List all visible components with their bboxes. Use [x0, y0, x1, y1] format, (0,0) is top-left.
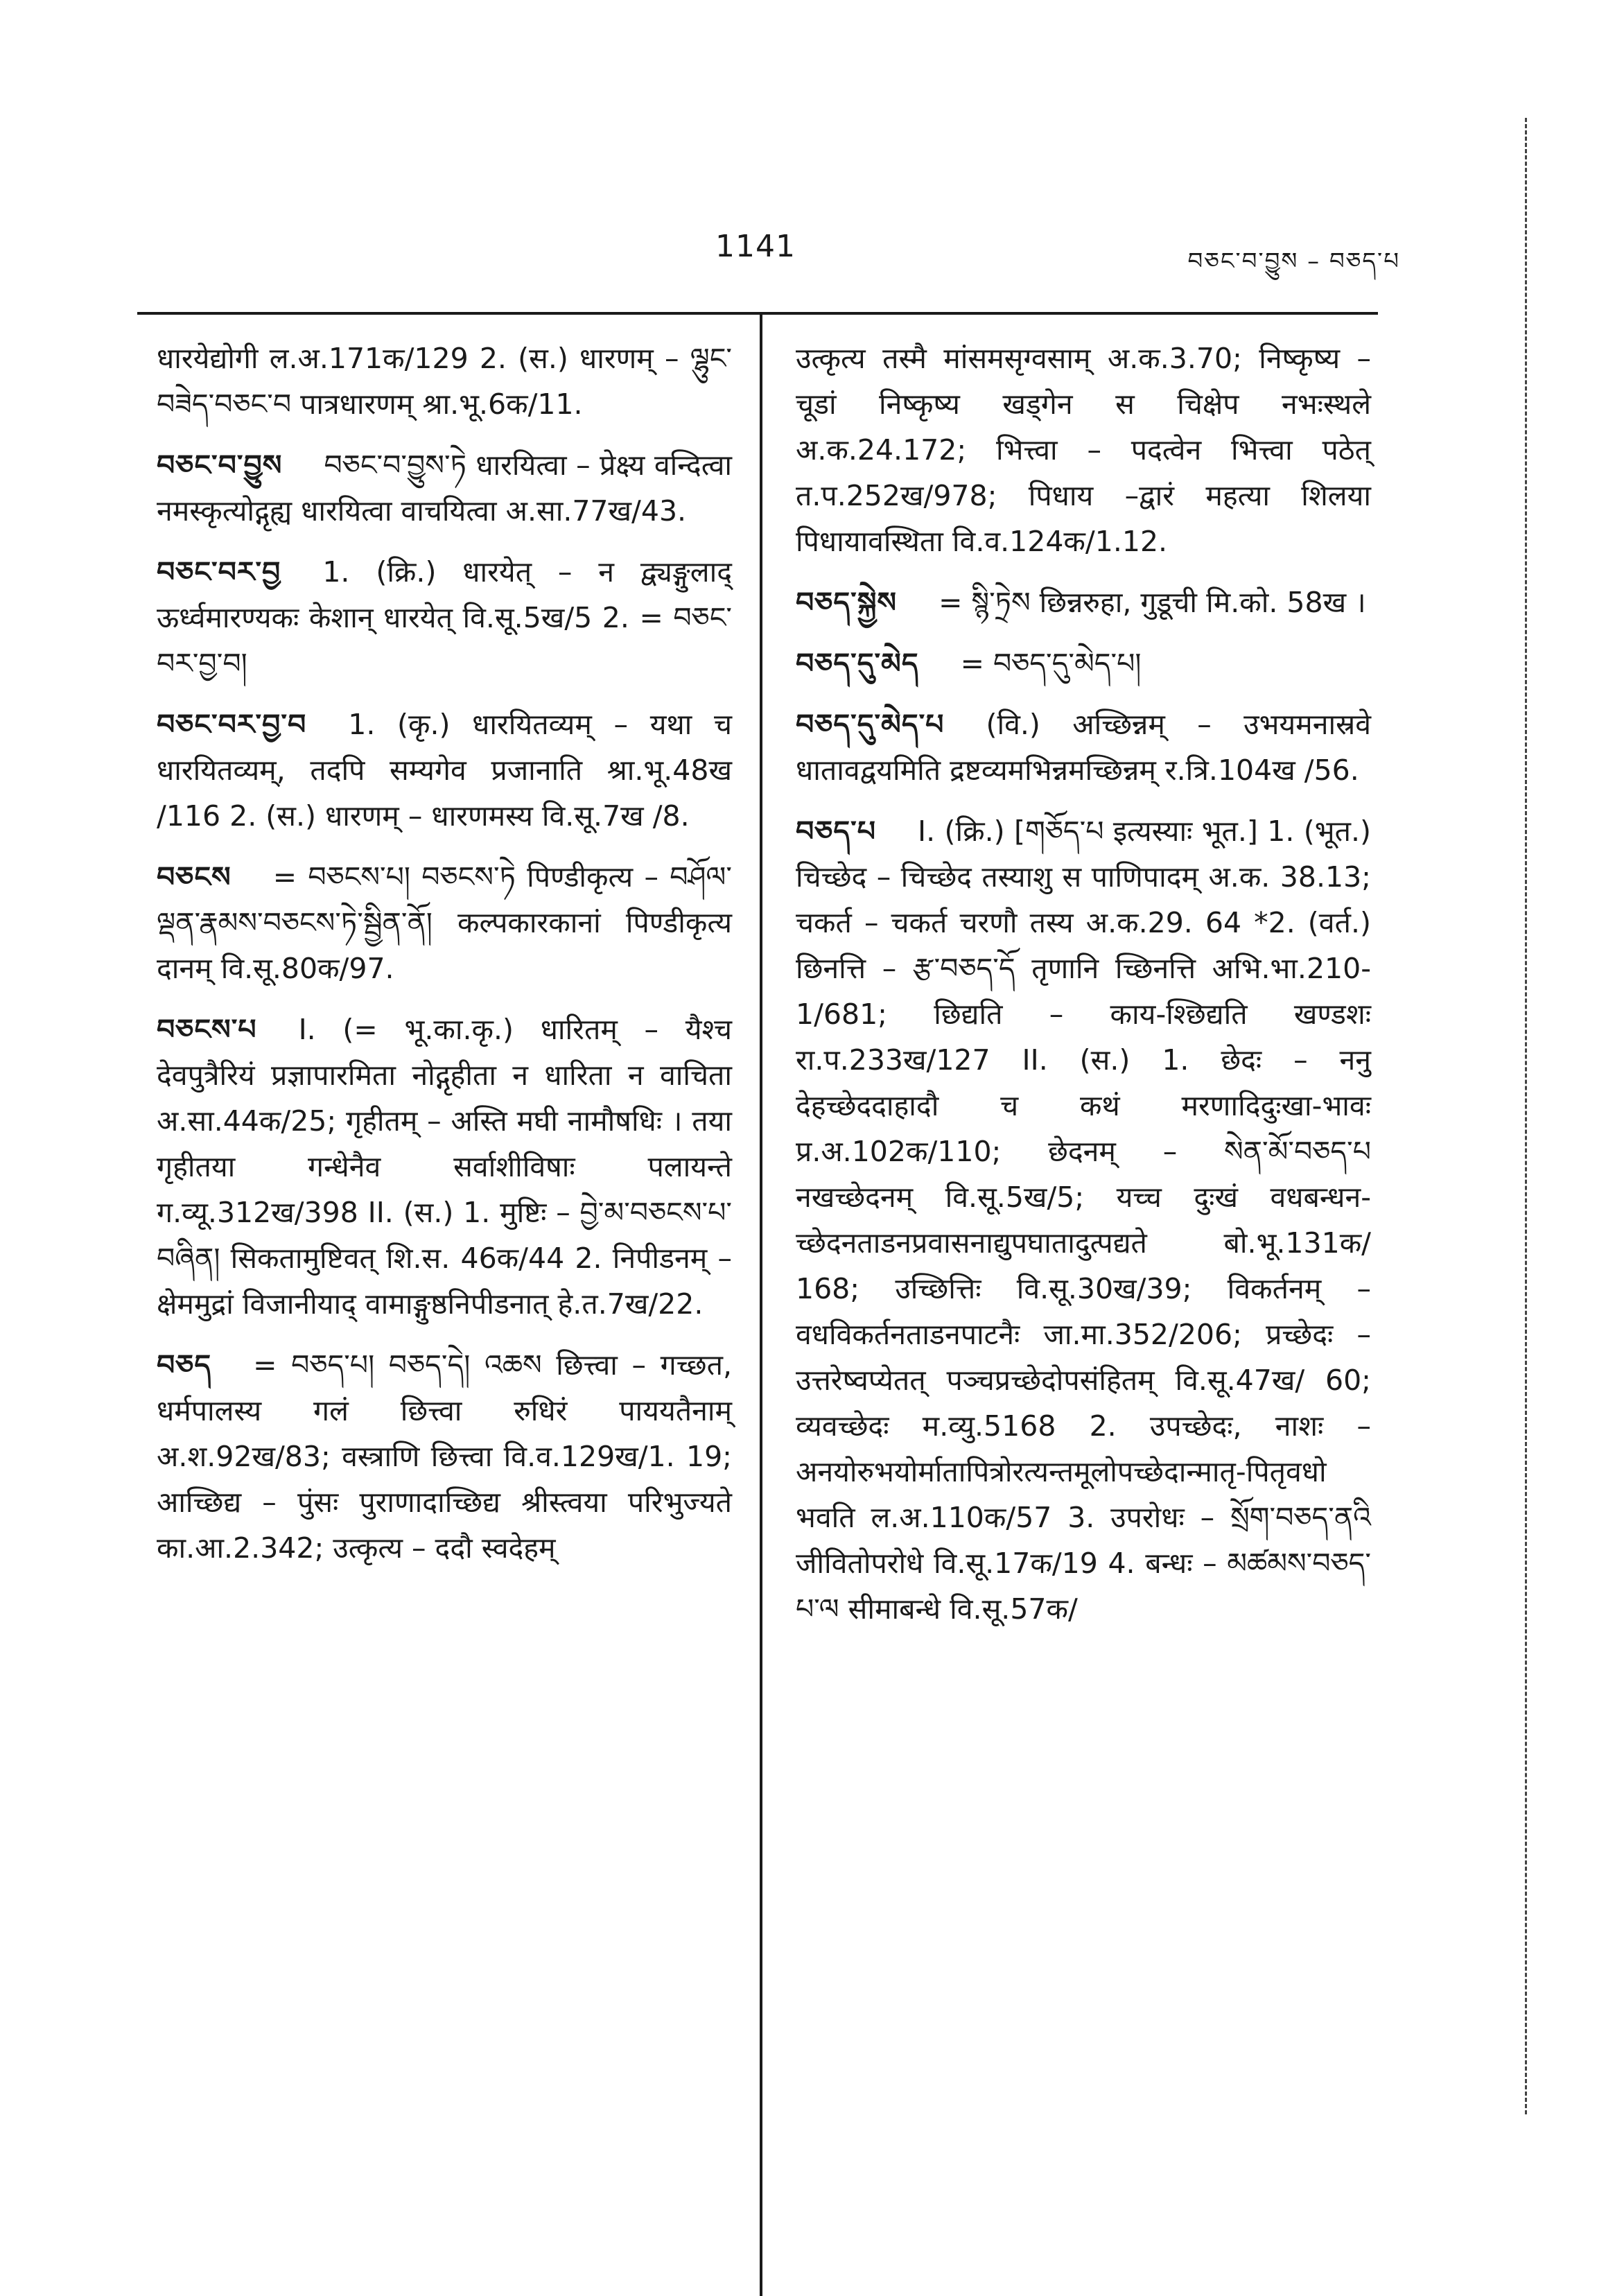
- entry-text: བཅང་བ་བྱུས་ཏེ धारयित्वा – प्रेक्ष्य वन्दित्वा नमस्कृत्योद्गृह्य धारयित्वा वाचयित्वा अ.सा.77ख/43.: [157, 449, 732, 528]
- headword: བཅང་བར་བྱ: [157, 555, 281, 589]
- entry-text: = བཅད་དུ་མེད་པ།: [960, 647, 1142, 680]
- entry-text: उत्कृत्य तस्मै मांसमसृग्वसाम् अ.क.3.70; निष्कृष्य – चूडां निष्कृष्य खड्गेन स चिक्षेप नभःस्थले अ.क.24.172; भित्त्वा – पदत्वेन भित्त्वा पठेत् त.प.252ख/978; पिधाय –द्वारं महत्या शिलया पिधायावस्थिता वि.व.124क/1.12.: [796, 342, 1372, 558]
- entry: [796, 808, 1371, 1632]
- headword: བཅངས་པ: [157, 1013, 257, 1046]
- headword: བཅང་བ་བྱུས: [157, 449, 283, 482]
- entry: [796, 580, 1371, 625]
- headword: བཅད: [157, 1348, 212, 1382]
- entry-text: धारयेद्योगी ल.अ.171क/129 2. (स.) धारणम् – ལྷུང་བཟེད་བཅང་བ पात्रधारणम् श्रा.भू.6क/11.: [157, 342, 732, 421]
- headword: བཅད་དུ་མེད་པ: [796, 708, 945, 741]
- headword: བཅད་དུ་མེད: [796, 647, 919, 680]
- entry: [157, 442, 732, 534]
- header-rule: [137, 312, 1378, 315]
- running-head: བཅང་བ་བྱུས – བཅད་པ: [1187, 247, 1400, 275]
- entry-text: = བཅད་པ། བཅད་དེ། འཆས छित्त्वा – गच्छत, धर्मपालस्य गलं छित्त्वा रुधिरं पाययतैनाम् अ.श.92ख/83; वस्त्राणि छित्त्वा वि.व.129ख/1. 19; आच्छिद्य – पुंसः पुराणादाच्छिद्य श्रीस्त्वया परिभुज्यते का.आ.2.342; उत्कृत्य – ददौ स्वदेहम्: [157, 1348, 732, 1565]
- entry: [796, 336, 1371, 564]
- entry-text: 1. (कृ.) धारयितव्यम् – यथा च धारयितव्यम्, तदपि सम्यगेव प्रजानाति श्रा.भू.48ख /116 2. (स.) धारणम् – धारणमस्य वि.सू.7ख /8.: [157, 708, 732, 833]
- entry: [796, 702, 1371, 793]
- entry: [796, 641, 1371, 686]
- headword: བཅང་བར་བྱ་བ: [157, 708, 307, 741]
- headword: བཅངས: [157, 860, 232, 894]
- entry: [157, 549, 732, 686]
- entry: [157, 336, 732, 427]
- entry-text: I. (= भू.का.कृ.) धारितम् – यैश्च देवपुत्रैरियं प्रज्ञापारमिता नोद्गृहीता न धारिता न वाचिता अ.सा.44क/25; गृहीतम् – अस्ति मघी नामौषधिः । तया गृहीतया गन्धेनैव सर्वाशीविषाः पलायन्ते ग.व्यू.312ख/398 II. (स.) 1. मुष्टिः – བྱེ་མ་བཅངས་པ་བཞིན། सिकतामुष्टिवत् शि.स. 46क/44 2. निपीडनम् – क्षेममुद्रां विजानीयाद् वामाङ्गुष्ठनिपीडनात् हे.त.7ख/22.: [157, 1013, 732, 1321]
- column-divider: [760, 313, 762, 2296]
- entry: [157, 854, 732, 991]
- entry: [157, 1007, 732, 1327]
- entry: [157, 702, 732, 839]
- entry: [157, 1342, 732, 1571]
- headword: བཅད་སྐྱེས: [796, 586, 898, 619]
- entry-text: = སྙི་ཏྲེས छिन्नरुहा, गुडूची मि.को. 58ख ।: [939, 586, 1366, 619]
- entry-text: I. (क्रि.) [གཅོད་པ इत्यस्याः भूत.] 1. (भूत.) चिच्छेद – चिच्छेद तस्याशु स पाणिपादम् अ.क. 38.13; चकर्त – चकर्त चरणौ तस्य अ.क.29. 64 *2. (वर्त.) छिनत्ति – རྩ་བཅད་དོ तृणानि च्छिनत्ति अभि.भा.210-1/681; छिद्यति – काय-श्छिद्यति खण्डशः रा.प.233ख/127 II. (स.) 1. छेदः – ननु देहच्छेददाहादौ च कथं मरणादिदुःखा-भावः प्र.अ.102क/110; छेदनम् – སེན་མོ་བཅད་པ नखच्छेदनम् वि.सू.5ख/5; यच्च दुःखं वधबन्धन-च्छेदनताडनप्रवासनाद्युपघातादुत्पद्यते बो.भू.131क/ 168; उच्छित्तिः वि.सू.30ख/39; विकर्तनम् – वधविकर्तनताडनपाटनैः जा.मा.352/206; प्रच्छेदः – उत्तरेष्वप्येतत् पञ्चप्रच्छेदोपसंहितम् वि.सू.47ख/ 60; व्यवच्छेदः म.व्यु.5168 2. उपच्छेदः, नाशः – अनयोरुभयोर्मातापित्रोरत्यन्तमूलोपच्छेदान्मातृ-पितृवधो भवति ल.अ.110क/57 3. उपरोधः – སྲོག་བཅད་ནའི जीवितोपरोधे वि.सू.17क/19 4. बन्धः – མཚམས་བཅད་པ་ལ सीमाबन्धे वि.सू.57क/: [796, 815, 1371, 1626]
- left-column: [157, 336, 732, 1586]
- page-number: 1141: [715, 229, 796, 264]
- binding-edge-marks: [1525, 118, 1527, 2114]
- right-column: [796, 336, 1371, 1647]
- entry-text: 1. (क्रि.) धारयेत् – न द्व्यङ्गुलाद् ऊर्ध्वमारण्यकः केशान् धारयेत् वि.सू.5ख/5 2. = བཅང་བར་བྱ་བ།: [157, 555, 732, 680]
- entry-text: = བཅངས་པ། བཅངས་ཏེ पिण्डीकृत्य – བཤོལ་ལྡན་རྣམས་བཅངས་ཏེ་སྦྱིན་ནོ། कल्पकारकानां पिण्डीकृत्य दानम् वि.सू.80क/97.: [157, 860, 732, 985]
- entry-text: (वि.) अच्छिन्नम् – उभयमनास्रवे धातावद्वयमिति द्रष्टव्यमभिन्नमच्छिन्नम् र.त्रि.104ख /56.: [796, 708, 1371, 787]
- headword: བཅད་པ: [796, 815, 876, 848]
